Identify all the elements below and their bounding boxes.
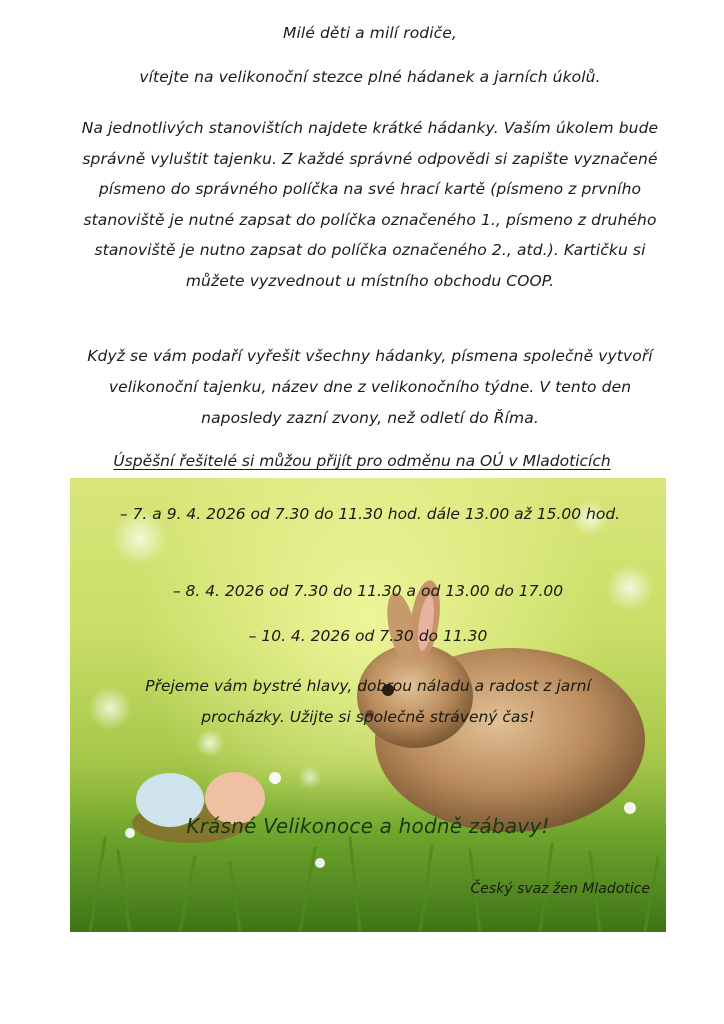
signature: Český svaz žen Mladotice — [470, 881, 650, 897]
pickup-date-1: – 7. a 9. 4. 2026 od 7.30 do 11.30 hod. dále 13.00 až 15.00 hod. — [119, 505, 621, 523]
pickup-date-2: – 8. 4. 2026 od 7.30 do 11.30 a od 13.00 do 17.00 — [172, 582, 564, 600]
easter-greeting: Krásné Velikonoce a hodně zábavy! — [186, 814, 550, 838]
pickup-date-3: – 10. 4. 2026 od 7.30 do 11.30 — [248, 627, 488, 645]
puzzle-paragraph: Když se vám podaří vyřešit všechny hádanky, písmena společně vytvoří velikonoční tajenku, název dne z velikonočního týdne. V tento den naposledy zazní zvony, než odletí do Říma. — [87, 347, 653, 427]
welcome-line: vítejte na velikonoční stezce plné hádanek a jarních úkolů. — [139, 68, 601, 86]
wish-paragraph: Přejeme vám bystré hlavy, dobrou náladu a radost z jarní procházky. Užijte si společně strávený čas! — [145, 677, 591, 726]
winners-reward-line: Úspěšní řešitelé si můžou přijít pro odměnu na OÚ v Mladoticích — [113, 452, 611, 470]
instructions-paragraph: Na jednotlivých stanovištích najdete krátké hádanky. Vaším úkolem bude správně vyluštit tajenku. Z každé správné odpovědi si zapište vyznačené písmeno do správného políčka na své hrací kartě (písmeno z prvního stanoviště je nutné zapsat do políčka označeného 1., písmeno z druhého stanoviště je nutno zapsat do políčka označeného 2., atd.). Kartičku si můžete vyzvednout u místního obchodu COOP. — [81, 119, 659, 290]
bunny-photo — [70, 478, 666, 932]
greeting: Milé děti a milí rodiče, — [283, 24, 457, 42]
